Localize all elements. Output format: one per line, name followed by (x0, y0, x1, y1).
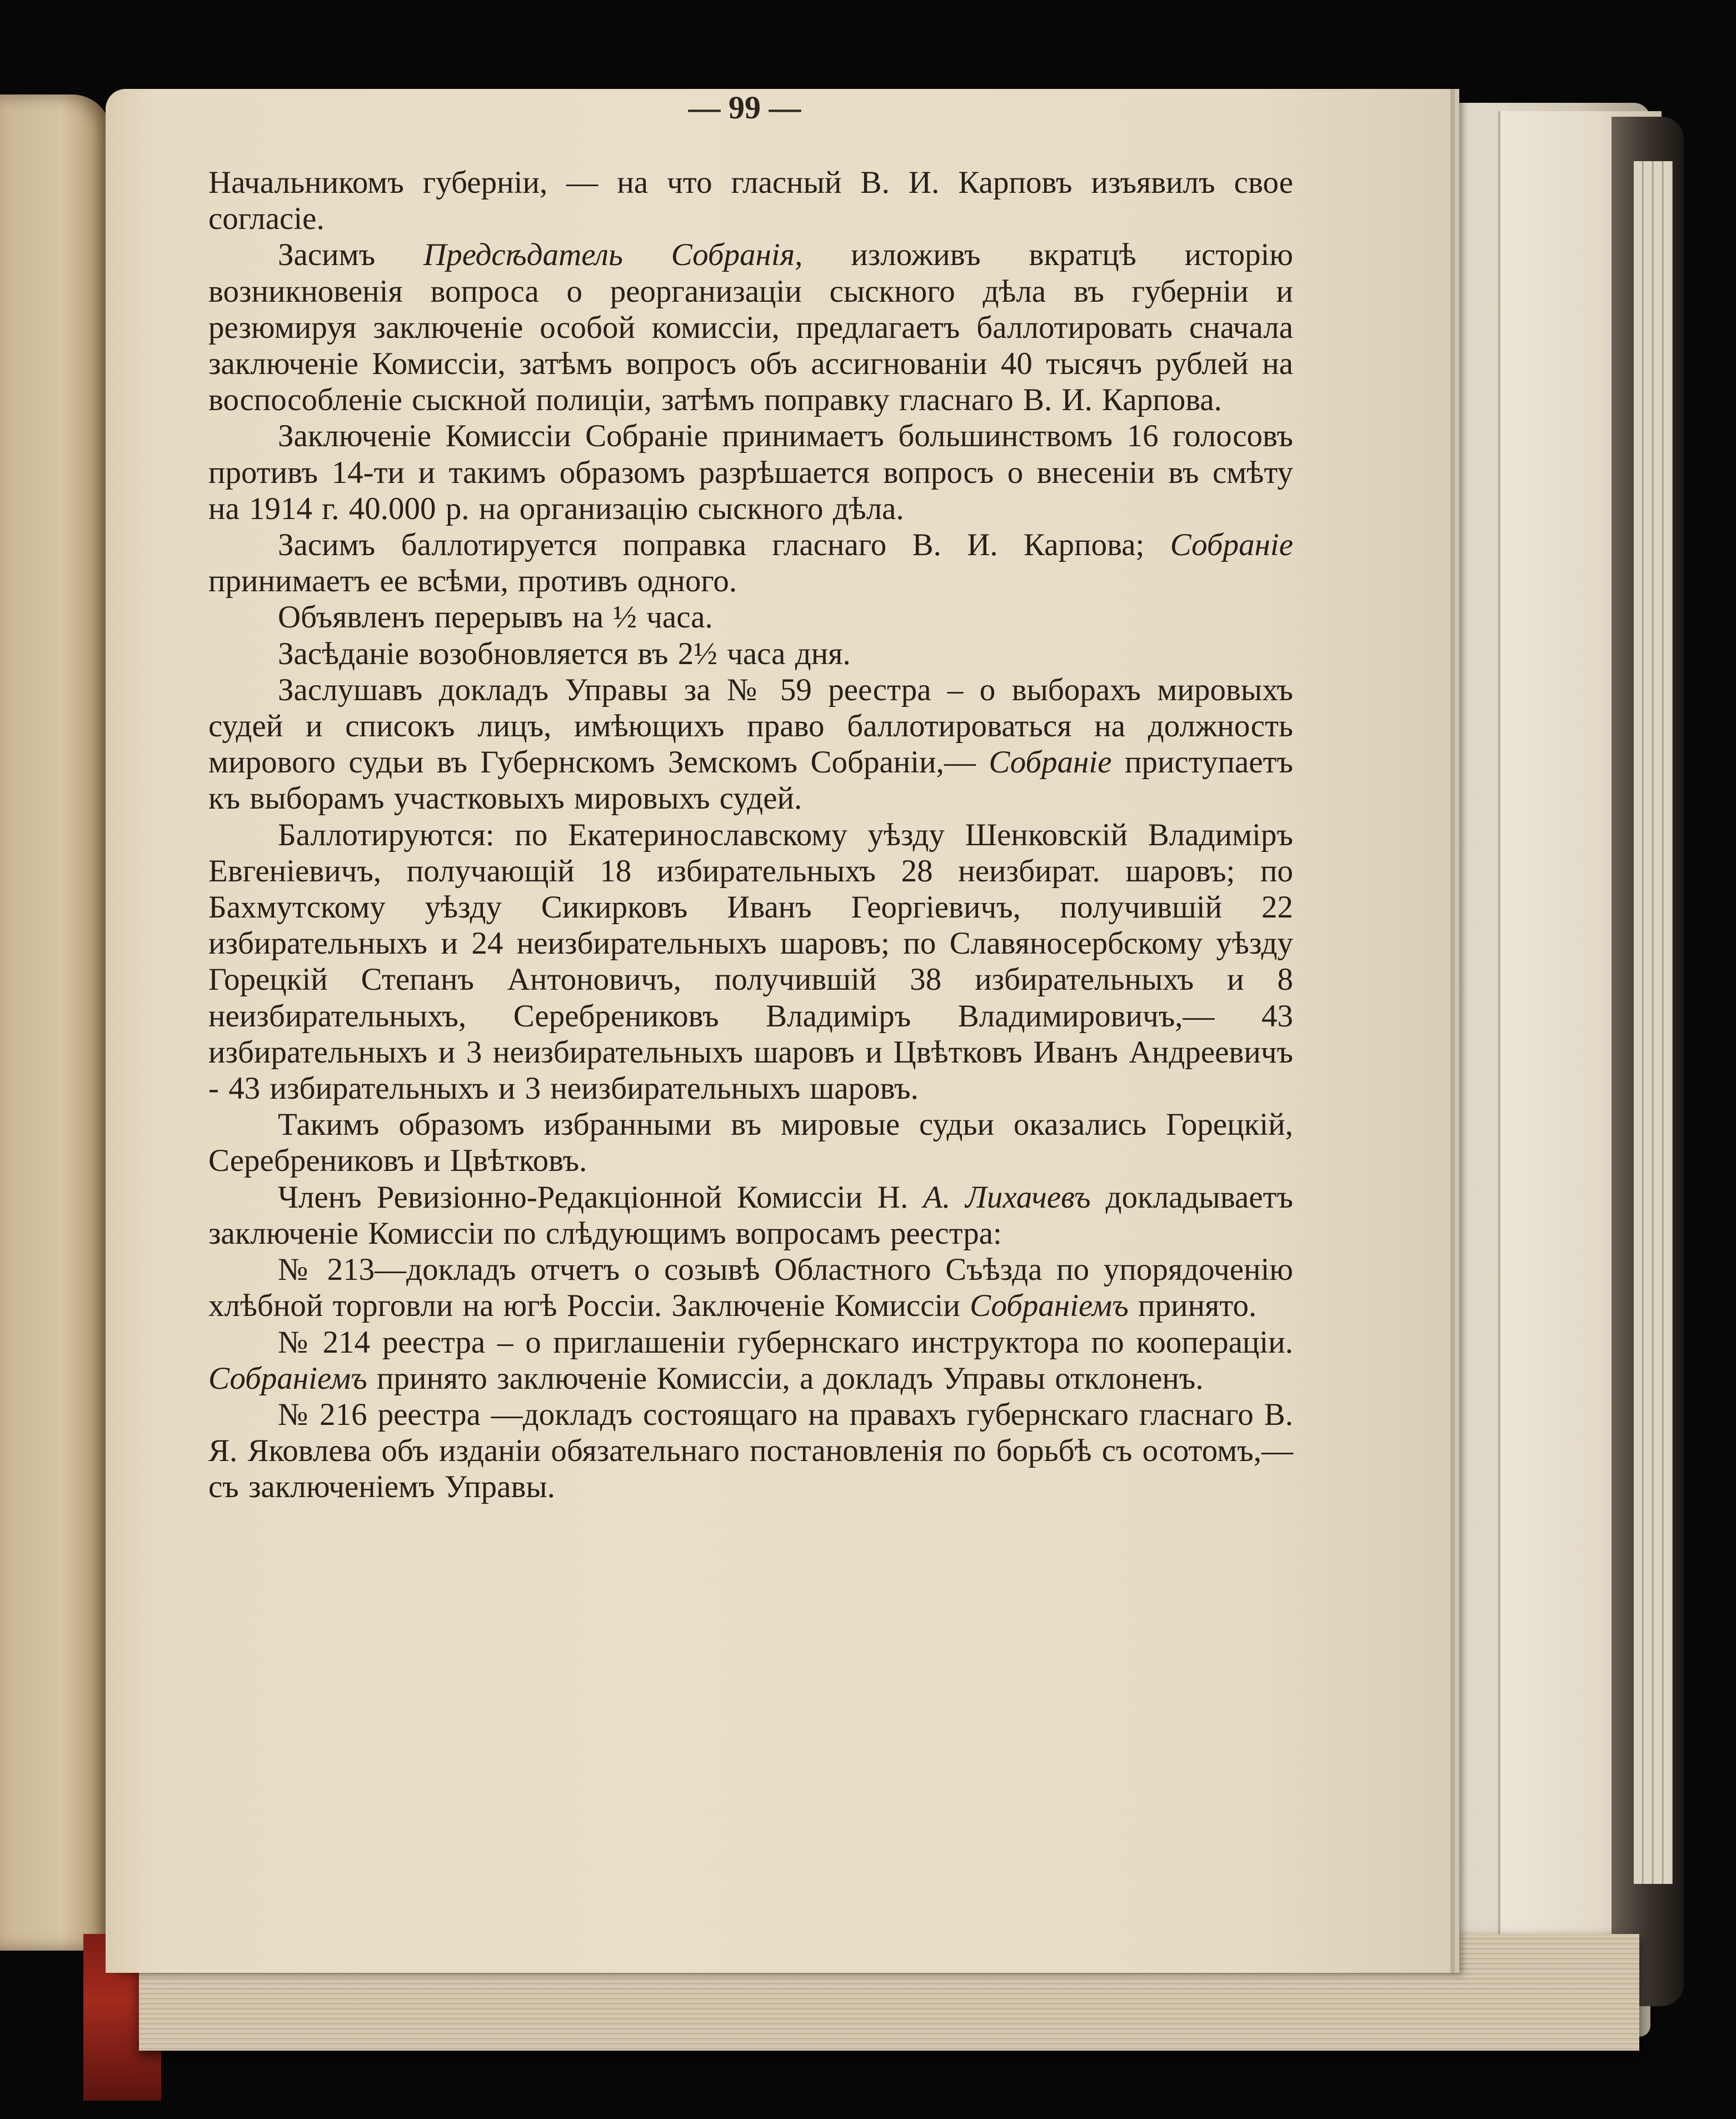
page-number: — 99 — (688, 89, 801, 126)
text-run: Засимъ баллотируется поправка гласнаго В. И. Карпова; (278, 527, 1170, 563)
text-run: Объявленъ перерывъ на ½ часа. (278, 600, 713, 635)
paragraph (208, 1106, 1293, 1179)
paragraph (208, 817, 1293, 1107)
text-run: Такимъ образомъ избранными въ мировые судьи оказались Горецкій, Серебрениковъ и Цвѣтковъ. (208, 1107, 1293, 1179)
text-run: № 214 реестра – о приглашеніи губернскаго инструктора по коопераціи. (278, 1324, 1293, 1360)
text-run: Начальникомъ губерніи, — на что гласный В. И. Карповъ изъявилъ свое согласіе. (208, 165, 1293, 237)
paragraph (208, 527, 1293, 599)
text-run: приступаетъ къ выборамъ участковыхъ мировыхъ судей. (208, 745, 1293, 816)
paragraph (208, 1252, 1293, 1324)
italic-text: Собраніе (989, 745, 1112, 780)
text-run: Баллотируются: по Екатеринославскому уѣзду Шенковскій Владиміръ Евгеніевичъ, получающій 18 избирательныхъ 28 неизбират. шаровъ; по Бахмутскому уѣзду Сикирковъ Иванъ Георгіевичъ, получившій 22 избирательныхъ и 24 неизбирательныхъ шаровъ; по Славяносербскому уѣзду Горецкій Степанъ Антоновичъ, получившій 38 избирательныхъ и 8 неизбирательныхъ, Серебрениковъ Владиміръ Владимировичъ,— 43 избирательныхъ и 3 неизбирательныхъ шаровъ и Цвѣтковъ Иванъ Андреевичъ - 43 избирательныхъ и 3 неизбирательныхъ шаровъ. (208, 817, 1293, 1106)
paragraph (208, 164, 1293, 237)
text-run: № 216 реестра —докладъ состоящаго на правахъ губернскаго гласнаго В. Я. Яковлева объ изданіи обязательнаго постановленія по борьбѣ съ осотомъ,—съ заключеніемъ Управы. (208, 1397, 1293, 1505)
text-run: Засимъ (278, 237, 424, 273)
italic-text: Собраніе (1170, 527, 1293, 563)
italic-text: Собраніемъ (970, 1288, 1129, 1324)
text-run: принимаетъ ее всѣми, противъ одного. (208, 564, 737, 599)
italic-text: Предсѣдатель Собранія, (423, 237, 803, 273)
paragraph (208, 237, 1293, 418)
text-run: принято. (1128, 1288, 1257, 1324)
paragraph (208, 636, 1293, 672)
text-run: Членъ Ревизіонно-Редакціонной Комиссіи Н. (278, 1179, 924, 1215)
text-run: изложивъ вкратцѣ исторію возникновенія вопроса о реорганизаціи сыскного дѣла въ губерніи и резюмируя заключеніе особой комиссіи, предлагаетъ баллотировать сначала заключеніе Комиссіи, затѣмъ вопросъ объ ассигнованіи 40 тысячъ рублей на воспособленіе сыскной полиціи, затѣмъ поправку гласнаго В. И. Карпова. (208, 237, 1294, 418)
text-run: Заключеніе Комиссіи Собраніе принимаетъ большинствомъ 16 голосовъ противъ 14-ти и такимъ образомъ разрѣшается вопросъ о внесеніи въ смѣту на 1914 г. 40.000 р. на организацію сыскного дѣла. (208, 418, 1293, 526)
text-run: докладываетъ заключеніе Комиссіи по слѣдующимъ вопросамъ реестра: (208, 1179, 1294, 1251)
paragraph (208, 672, 1293, 817)
paragraph (208, 1324, 1293, 1397)
facing-page-edge (0, 94, 111, 1951)
paragraph (208, 418, 1293, 527)
italic-text: А. Лихачевъ (923, 1179, 1091, 1215)
text-run: принято заключеніе Комиссіи, а докладъ Управы отклоненъ. (367, 1360, 1204, 1396)
text-run: № 213—докладъ отчетъ о созывѣ Областного Съѣзда по упорядоченію хлѣбной торговли на югѣ Россіи. Заключеніе Комиссіи (208, 1252, 1293, 1324)
body-text (208, 164, 1293, 1505)
text-run: Заслушавъ докладъ Управы за № 59 реестра – о выборахъ мировыхъ судей и списокъ лицъ, имѣющихъ право баллотироваться на должность мирового судьи въ Губернскомъ Земскомъ Собраніи,— (208, 672, 1293, 780)
paragraph (208, 599, 1293, 635)
text-run: Засѣданіе возобновляется въ 2½ часа дня. (278, 636, 851, 671)
paragraph (208, 1397, 1293, 1505)
paragraph (208, 1179, 1293, 1252)
page-tabs (1634, 161, 1673, 1884)
italic-text: Собраніемъ (208, 1360, 367, 1396)
